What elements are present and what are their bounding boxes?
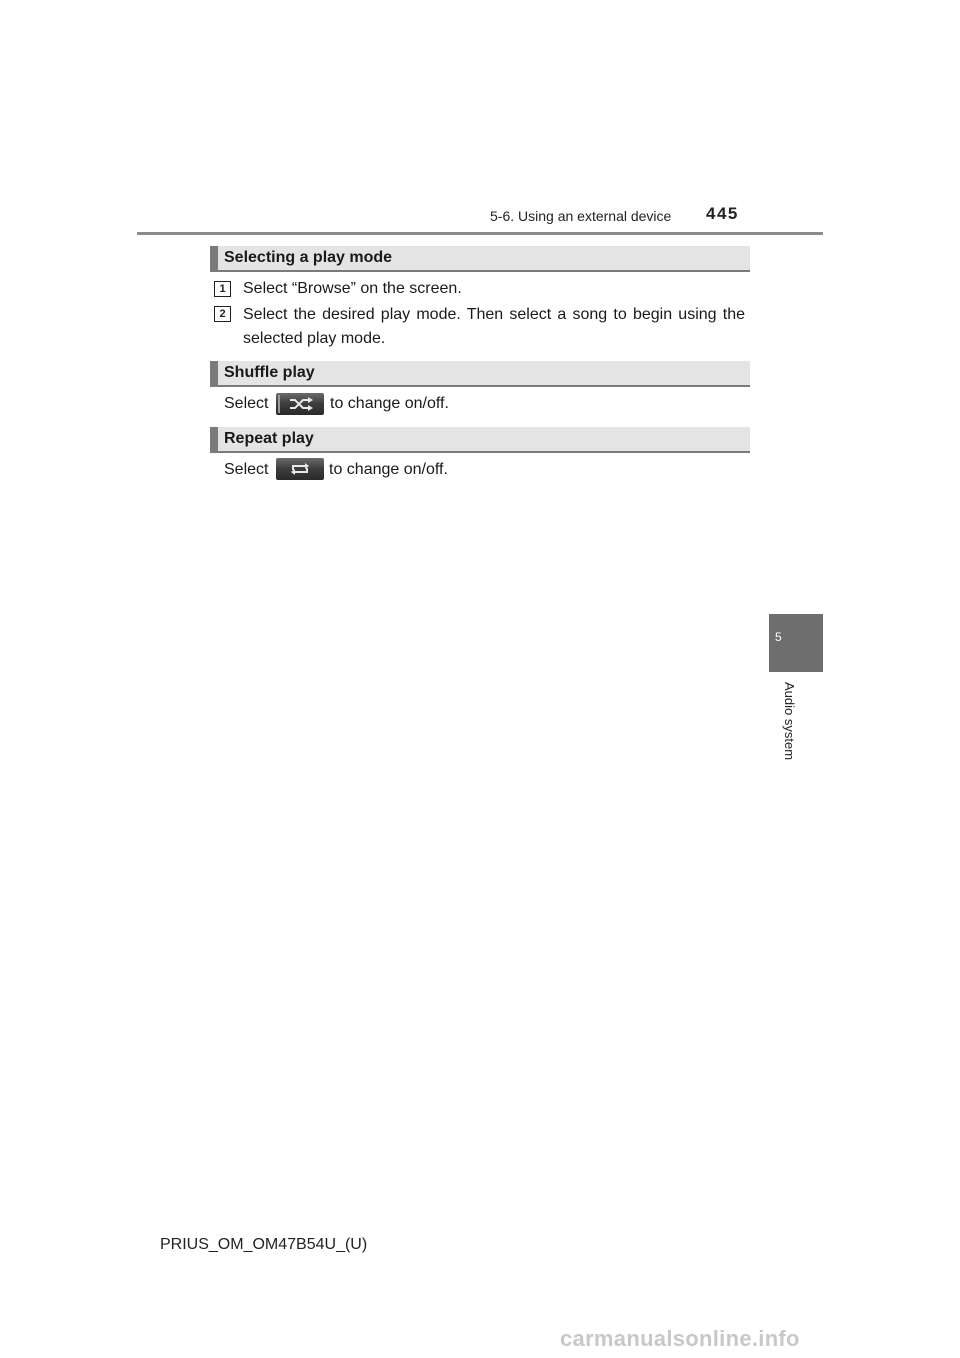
shuffle-icon (276, 393, 324, 415)
shuffle-button (276, 393, 324, 415)
watermark: carmanualsonline.info (560, 1326, 800, 1351)
section-title: 5-6. Using an external device (490, 208, 672, 224)
document-code: PRIUS_OM_OM47B54U_(U) (160, 1236, 368, 1253)
step-1-marker: 1 (214, 281, 231, 297)
step-2-text: Select the desired play mode. Then select a song to begin using the selected play mode. (243, 306, 745, 347)
repeat-button (276, 458, 324, 480)
page-number: 445 (706, 204, 739, 223)
shuffle-select-label: Select (224, 395, 269, 412)
heading-selecting-play-mode: Selecting a play mode (210, 246, 750, 272)
shuffle-after-text: to change on/off. (330, 395, 449, 412)
chapter-label: Audio system (782, 682, 797, 761)
step-1-text: Select “Browse” on the screen. (243, 280, 462, 297)
repeat-select-label: Select (224, 461, 269, 478)
repeat-icon (276, 458, 324, 480)
repeat-after-text: to change on/off. (329, 461, 448, 478)
heading-repeat-play: Repeat play (210, 427, 750, 453)
step-2-marker: 2 (214, 306, 231, 322)
header-rule (137, 232, 823, 235)
chapter-number: 5 (775, 630, 782, 644)
heading-shuffle-play: Shuffle play (210, 361, 750, 387)
